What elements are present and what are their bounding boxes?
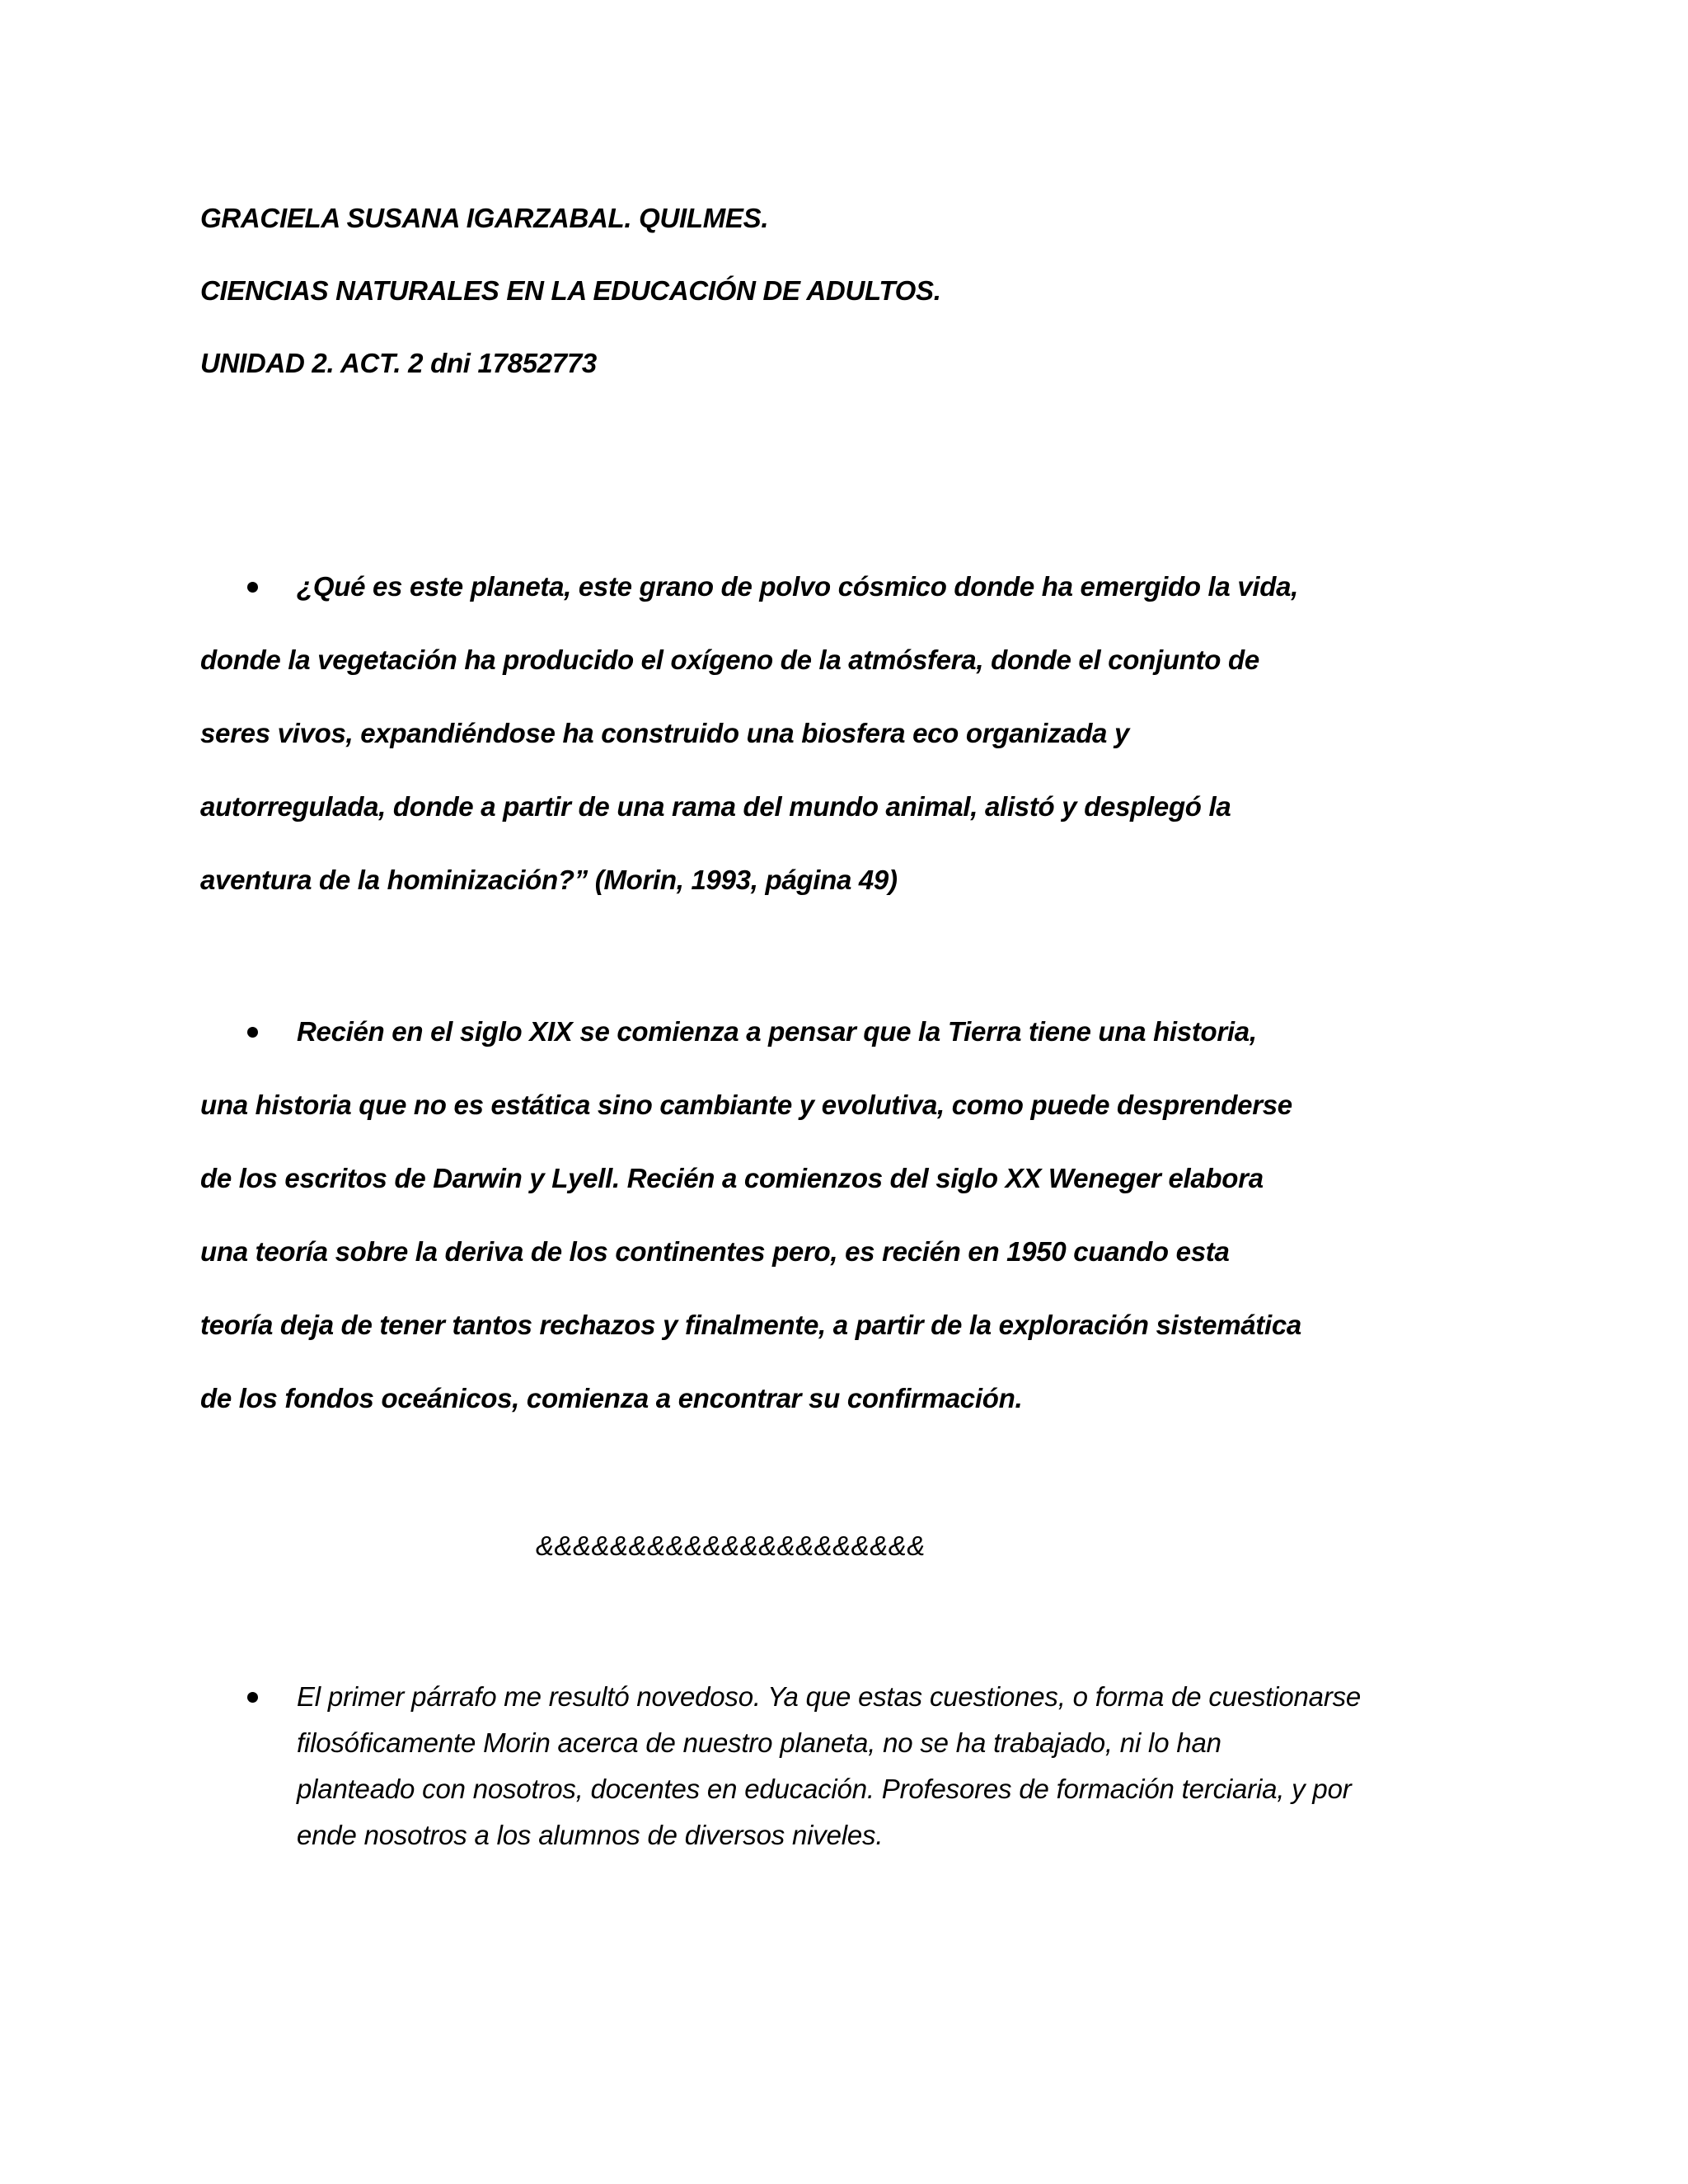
bullet-icon xyxy=(247,582,258,593)
quote2-line: Recién en el siglo XIX se comienza a pensar que la Tierra tiene una historia, xyxy=(297,1016,1257,1047)
author-heading: GRACIELA SUSANA IGARZABAL. QUILMES. xyxy=(200,203,769,233)
unit-heading: UNIDAD 2. ACT. 2 dni 17852773 xyxy=(200,348,597,378)
quote2-line: una historia que no es estática sino cambiante y evolutiva, como puede desprenderse xyxy=(200,1090,1292,1120)
comment-line: planteado con nosotros, docentes en educación. Profesores de formación terciaria, y por xyxy=(297,1774,1352,1804)
quote1-line: ¿Qué es este planeta, este grano de polvo cósmico donde ha emergido la vida, xyxy=(297,571,1299,602)
quote1-line: seres vivos, expandiéndose ha construido una biosfera eco organizada y xyxy=(200,718,1130,748)
quote2-line: una teoría sobre la deriva de los continentes pero, es recién en 1950 cuando esta xyxy=(200,1236,1230,1267)
bullet-icon xyxy=(247,1027,258,1038)
comment-line: ende nosotros a los alumnos de diversos niveles. xyxy=(297,1820,884,1850)
course-heading: CIENCIAS NATURALES EN LA EDUCACIÓN DE ADULTOS. xyxy=(200,275,941,306)
quote2-line: de los escritos de Darwin y Lyell. Recién a comienzos del siglo XX Weneger elabora xyxy=(200,1163,1264,1193)
comment-line: El primer párrafo me resultó novedoso. Ya que estas cuestiones, o forma de cuestionarse xyxy=(297,1681,1362,1712)
quote1-line: aventura de la hominización?” (Morin, 1993, página 49) xyxy=(200,865,898,895)
separator: &&&&&&&&&&&&&&&&&&&&& xyxy=(536,1530,926,1561)
quote2-line: de los fondos oceánicos, comienza a encontrar su confirmación. xyxy=(200,1383,1023,1413)
quote1-line: autorregulada, donde a partir de una rama del mundo animal, alistó y desplegó la xyxy=(200,791,1231,822)
quote1-line: donde la vegetación ha producido el oxígeno de la atmósfera, donde el conjunto de xyxy=(200,644,1259,675)
comment-line: filosóficamente Morin acerca de nuestro planeta, no se ha trabajado, ni lo han xyxy=(297,1727,1221,1758)
quote2-line: teoría deja de tener tantos rechazos y finalmente, a partir de la exploración sistemática xyxy=(200,1310,1301,1340)
bullet-icon xyxy=(247,1692,258,1703)
